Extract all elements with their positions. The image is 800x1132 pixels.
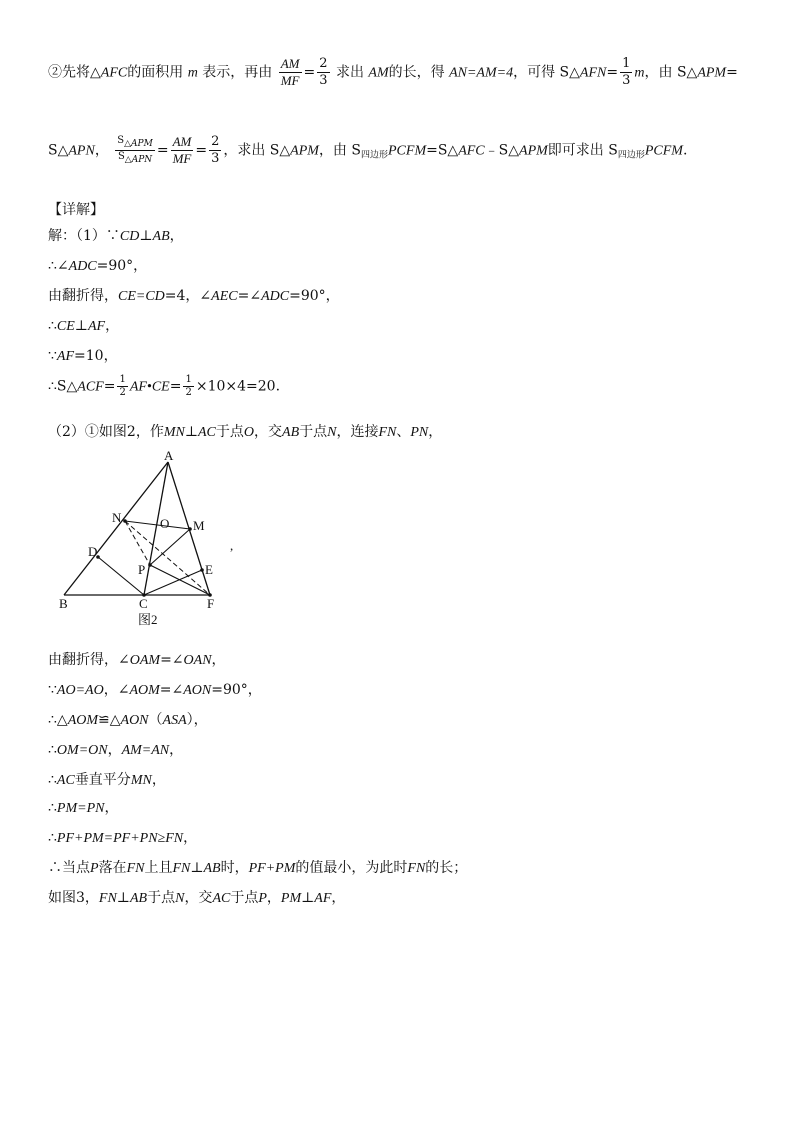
solution-line-12: ∴AC垂直平分MN， [48,772,166,788]
segment-ab [64,462,168,595]
solution-line-2: ∴∠ADC=90°， [48,258,148,274]
hint-paragraph-1: ②先将△AFC的面积用 m 表示，再由 $\frac{AM}{MF}$ = $\frac{2}{3}$ 求出 AM的长，得 AN=AM=4，可得 S△AFN= $\frac{1}{3}$ m，由 S△APM= [48,56,738,88]
point-n [123,519,127,523]
solution-line-15: ∴当点P落在FN上且FN⊥AB时，PF+PM的值最小，为此时FN的长； [48,860,468,876]
solution-line-5: ∵AF=10， [48,348,118,364]
section-heading: 【详解】 [48,202,104,218]
segment-ce [144,570,202,595]
solution-line-1: 解：（1）∵CD⊥AB， [48,228,184,244]
fraction-am-mf-2: $\frac{AM}{MF}$ [172,134,192,166]
label-m: M [193,518,205,533]
label-f: F [207,596,215,611]
solution-line-3: 由翻折得，CE=CD=4，∠AEC=∠ADC=90°， [48,288,340,304]
solution-line-16: 如图3，FN⊥AB于点N，交AC于点P，PM⊥AF， [48,890,346,906]
label-d: D [88,544,98,559]
figure-trailing-comma: , [230,538,234,553]
solution-line-9: ∵AO=AO，∠AOM=∠AON=90°， [48,682,262,698]
label-p: P [138,562,146,577]
label-e: E [205,562,213,577]
fraction-area-ratio: $\frac{\text{S△APM}}{\text{S△APN}}$ [117,135,153,165]
point-e [200,568,204,572]
solution-line-4: ∴CE⊥AF， [48,318,120,334]
segment-np [125,521,150,565]
label-o: O [160,516,170,531]
solution-line-6: ∴S△ACF= $\frac{1}{2}$ AF•CE= $\frac{1}{2}$ ×10×4=20. [48,374,281,398]
solution-line-8: 由翻折得，∠OAM=∠OAN， [48,652,226,668]
label-a: A [164,450,174,463]
geometry-figure-2 [50,450,280,640]
fraction-two-thirds-2: $\frac{2}{3}$ [211,134,220,166]
fraction-two-thirds: $\frac{2}{3}$ [319,56,328,88]
hint-paragraph-2: S△APN， $\frac{\text{S△APM}}{\text{S△APN}}$ = $\frac{AM}{MF}$ = $\frac{2}{3}$ ，求出 S△APM，由 $S_{四边形}PCFM=S\triangle AFC﹣S\triangle APM$即可求出 $S_{四边形}PCFM$. [48,134,688,166]
solution-line-10: ∴△AOM≌△AON（ASA）， [48,712,208,728]
label-c: C [139,596,148,611]
label-n: N [112,510,122,525]
point-m [188,527,192,531]
solution-line-7: （2）①如图2，作MN⊥AC于点O，交AB于点N，连接FN、PN， [48,424,443,440]
figure-caption: 图2 [138,612,158,627]
solution-line-14: ∴PF+PM=PF+PN≥FN， [48,830,198,846]
solution-line-13: ∴PM=PN， [48,800,119,816]
label-b: B [59,596,68,611]
fraction-one-third: $\frac{1}{3}$ [622,56,631,88]
point-p [148,563,152,567]
fraction-am-mf: $\frac{AM}{MF}$ [280,56,300,88]
fraction-one-half-2: $\frac{1}{2}$ [185,374,192,398]
solution-line-11: ∴OM=ON，AM=AN， [48,742,184,758]
fraction-one-half: $\frac{1}{2}$ [119,374,126,398]
